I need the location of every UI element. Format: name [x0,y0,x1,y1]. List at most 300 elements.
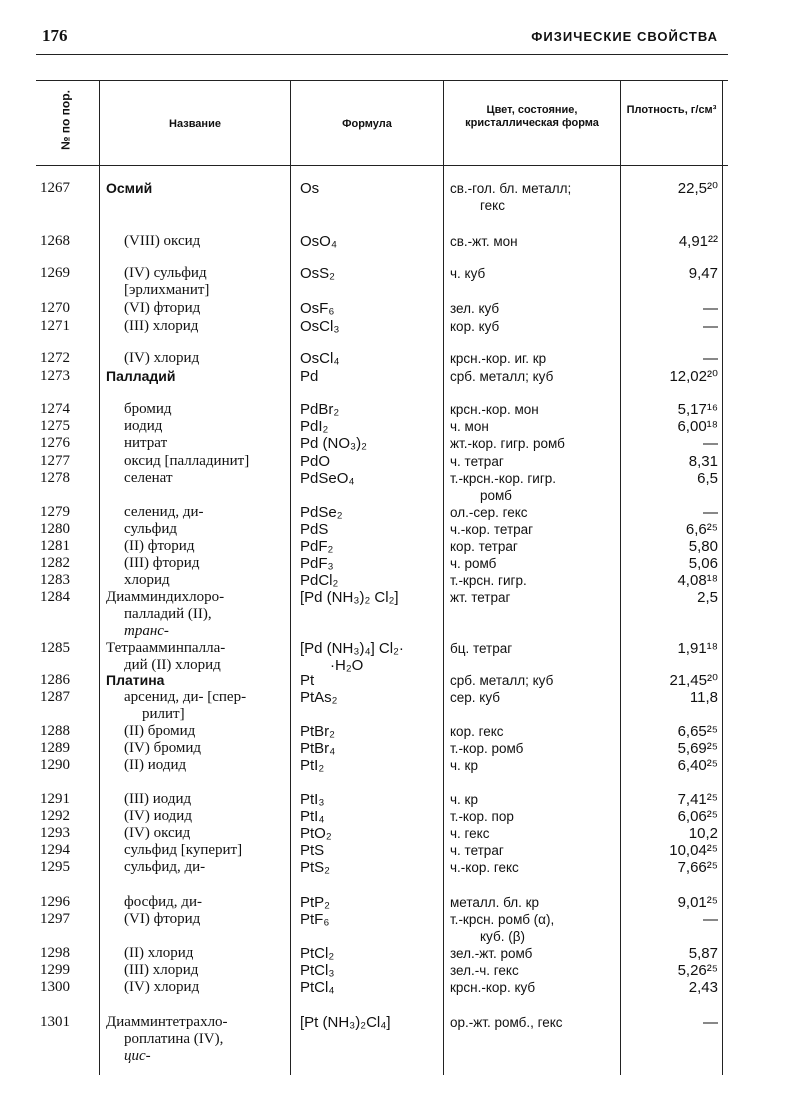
compound-name-line: дий (II) хлорид [124,657,221,673]
row-number: 1287 [40,689,70,705]
formula [300,808,440,825]
color-state [450,180,618,214]
column-header-density: Плотность, г/см³ [626,104,717,116]
formula-line: [Pd (NH₃)₂ Cl₂] [300,589,399,606]
formula [300,521,440,538]
compound-name [106,504,306,521]
density-value: — [703,1014,718,1031]
column-divider [620,80,621,1075]
row-number: 1295 [40,859,70,875]
compound-name [106,1014,288,1065]
compound-name-line: [эрлихманит] [124,282,210,298]
formula [300,740,440,757]
formula-line: OsF₆ [300,300,335,317]
compound-name-line: (III) фторид [124,555,200,571]
color-state-line: т.-крсн.-кор. гигр. [450,471,557,486]
formula-line: Pt [300,672,315,689]
density-value: — [703,435,718,452]
color-state-line: ч. кр [450,792,478,807]
compound-name-line: фосфид, ди- [124,894,202,910]
row-number: 1297 [40,911,70,927]
color-state-line: кор. гекс [450,724,504,739]
formula-line: [Pd (NH₃)₄] Cl₂· [300,640,404,657]
compound-name-line: (II) иодид [124,757,187,773]
color-state [450,453,618,470]
compound-name [106,233,306,250]
formula-line: PtI₂ [300,757,325,774]
density-value: 7,41²⁵ [677,791,718,808]
density-value: — [703,318,718,335]
compound-name-line: (IV) иодид [124,808,192,824]
row-number: 1273 [40,368,70,384]
color-state [450,555,618,572]
color-state [450,808,618,825]
formula [300,470,440,487]
formula-line: PtP₂ [300,894,330,911]
density-value: 10,2 [688,825,718,842]
formula [300,350,440,367]
compound-name-line: (II) фторид [124,538,195,554]
density-value: 6,06²⁵ [677,808,718,825]
compound-name-line: (VIII) оксид [124,233,201,249]
color-state [450,300,618,317]
compound-name [106,418,306,435]
compound-name [106,689,306,723]
color-state-line: крсн.-кор. мон [450,402,539,417]
compound-name [106,470,306,487]
formula [300,842,440,859]
color-state-line: ч. тетраг [450,843,504,858]
compound-name-line: (III) хлорид [124,962,199,978]
color-state [450,233,618,250]
compound-name-line: (VI) фторид [124,911,201,927]
running-title: ФИЗИЧЕСКИЕ СВОЙСТВА [531,29,718,44]
formula [300,453,440,470]
formula-line: PdCl₂ [300,572,339,589]
formula-line: OsCl₄ [300,350,340,367]
color-state [450,842,618,859]
compound-name-line: рилит] [142,706,185,722]
color-state [450,672,618,689]
color-state-line: ч. тетраг [450,454,504,469]
row-number: 1267 [40,180,70,196]
color-state-line: крсн.-кор. иг. кр [450,351,547,366]
compound-name-line: (II) хлорид [124,945,194,961]
column-header-number: № по пор. [58,90,73,150]
color-state-line: кор. куб [450,319,500,334]
compound-name-line: (IV) хлорид [124,350,200,366]
compound-name [106,538,306,555]
formula [300,538,440,555]
color-state-line: св.-гол. бл. металл; [450,181,572,196]
color-state [450,589,618,606]
color-state [450,470,618,504]
formula [300,401,440,418]
formula-line: PtBr₄ [300,740,336,757]
color-state-line: т.-крсн. ромб (α), [450,912,555,927]
compound-name-line: (III) хлорид [124,318,199,334]
color-state-line: т.-кор. пор [450,809,514,824]
color-state-line: т.-кор. ромб [450,741,524,756]
density-value: 10,04²⁵ [669,842,718,859]
color-state-line: зел. куб [450,301,500,316]
compound-name-line: цис- [124,1048,151,1064]
color-state [450,1014,618,1031]
compound-name-line: иодид [124,418,163,434]
row-number: 1284 [40,589,70,605]
density-value: 12,02²⁰ [669,368,718,385]
formula-line: PtS [300,842,325,859]
color-state-line: ол.-сер. гекс [450,505,528,520]
color-state [450,962,618,979]
row-number: 1281 [40,538,70,554]
formula-line: [Pt (NH₃)₂Cl₄] [300,1014,391,1031]
color-state-line: металл. бл. кр [450,895,540,910]
color-state-line: ч.-кор. тетраг [450,522,534,537]
color-state-line: ч. кр [450,758,478,773]
color-state [450,640,618,657]
density-value: 6,65²⁵ [677,723,718,740]
compound-name [106,894,306,911]
compound-name [106,300,306,317]
row-number: 1291 [40,791,70,807]
color-state-line: ч. мон [450,419,489,434]
color-state-line: крсн.-кор. куб [450,980,536,995]
compound-name-line: Диамминдихлоро- [106,589,225,605]
formula [300,504,440,521]
compound-name-line: (II) бромид [124,723,196,739]
density-value: 5,69²⁵ [677,740,718,757]
compound-name-line: сульфид [куперит] [124,842,243,858]
compound-name-line: сульфид [124,521,178,537]
header-bottom-rule [36,165,728,166]
color-state [450,894,618,911]
formula [300,233,440,250]
color-state-line: срб. металл; куб [450,369,554,384]
row-number: 1301 [40,1014,70,1030]
formula [300,640,440,674]
formula-line: PdSe₂ [300,504,343,521]
compound-name [106,979,306,996]
compound-name-line: транс- [124,623,169,639]
formula-line: PtCl₃ [300,962,335,979]
compound-name-line: оксид [палладинит] [124,453,250,469]
page-number: 176 [42,26,68,45]
compound-name [106,842,306,859]
formula [300,300,440,317]
formula [300,672,440,689]
formula [300,555,440,572]
row-number: 1272 [40,350,70,366]
color-state [450,368,618,385]
column-header-color: Цвет, состояние, кристаллическая форма [465,104,599,129]
compound-name [106,757,306,774]
color-state-line: ор.-жт. ромб., гекс [450,1015,563,1030]
formula [300,979,440,996]
row-number: 1276 [40,435,70,451]
density-value: 2,43 [688,979,718,996]
formula [300,318,440,335]
row-number: 1271 [40,318,70,334]
color-state-line: жт. тетраг [450,590,511,605]
color-state [450,825,618,842]
row-number: 1283 [40,572,70,588]
column-divider [443,80,444,1075]
formula [300,859,440,876]
compound-name [106,791,306,808]
density-value: 8,31 [688,453,718,470]
compound-name-line: (III) иодид [124,791,192,807]
compound-name-line: палладий (II), [124,606,212,622]
density-value: 2,5 [697,589,718,606]
row-number: 1275 [40,418,70,434]
density-value: 22,5²⁰ [677,180,718,197]
compound-name [106,401,306,418]
compound-name-line: Платина [106,672,165,688]
formula-line: PdBr₂ [300,401,340,418]
compound-name [106,350,306,367]
formula-line: PdF₃ [300,555,334,572]
formula-line: OsS₂ [300,265,335,282]
density-value: — [703,911,718,928]
density-value: 6,6²⁵ [685,521,718,538]
compound-name [106,180,288,197]
color-state-line: ч.-кор. гекс [450,860,519,875]
formula [300,1014,440,1031]
compound-name-line: хлорид [124,572,170,588]
color-state [450,435,618,452]
density-value: — [703,300,718,317]
compound-name-line: нитрат [124,435,168,451]
compound-name [106,672,288,689]
formula [300,265,440,282]
formula [300,757,440,774]
color-state [450,538,618,555]
color-state-line: т.-крсн. гигр. [450,573,527,588]
row-number: 1268 [40,233,70,249]
compound-name-line: сульфид, ди- [124,859,206,875]
color-state [450,911,618,945]
row-number: 1279 [40,504,70,520]
compound-name [106,962,306,979]
color-state-line: куб. (β) [480,929,525,944]
formula [300,435,440,452]
color-state-line: св.-жт. мон [450,234,518,249]
color-state [450,265,618,282]
formula-line: PtS₂ [300,859,330,876]
formula [300,589,440,606]
color-state [450,401,618,418]
formula [300,894,440,911]
compound-name [106,808,306,825]
formula-line: PdI₂ [300,418,329,435]
formula-line: ·H₂O [330,657,364,674]
color-state [450,689,618,706]
color-state [450,572,618,589]
row-number: 1270 [40,300,70,316]
formula [300,689,440,706]
row-number: 1269 [40,265,70,281]
row-number: 1300 [40,979,70,995]
formula-line: PtI₃ [300,791,325,808]
formula-line: PtAs₂ [300,689,338,706]
row-number: 1282 [40,555,70,571]
formula [300,825,440,842]
row-number: 1290 [40,757,70,773]
density-value: 21,45²⁰ [669,672,718,689]
color-state-line: срб. металл; куб [450,673,554,688]
density-value: 5,80 [688,538,718,555]
formula [300,962,440,979]
compound-name [106,589,288,640]
color-state [450,791,618,808]
formula [300,418,440,435]
density-value: 7,66²⁵ [677,859,718,876]
formula-line: Pd (NO₃)₂ [300,435,367,452]
compound-name-line: Осмий [106,180,153,196]
color-state [450,418,618,435]
color-state-line: жт.-кор. гигр. ромб [450,436,565,451]
density-value: — [703,350,718,367]
row-number: 1293 [40,825,70,841]
color-state-line: гекс [480,198,505,213]
row-number: 1296 [40,894,70,910]
compound-name [106,740,306,757]
row-number: 1292 [40,808,70,824]
formula [300,911,440,928]
compound-name [106,911,306,928]
density-value: 6,5 [697,470,718,487]
column-divider [99,80,100,1075]
density-value: 5,17¹⁶ [677,401,718,418]
row-number: 1288 [40,723,70,739]
compound-name-line: (IV) хлорид [124,979,200,995]
formula-line: OsCl₃ [300,318,340,335]
row-number: 1274 [40,401,70,417]
formula [300,723,440,740]
formula-line: PtCl₂ [300,945,335,962]
color-state [450,979,618,996]
formula-line: PdS [300,521,329,538]
color-state [450,504,618,521]
compound-name-line: Палладий [106,368,176,384]
formula [300,180,440,197]
row-number: 1277 [40,453,70,469]
formula-line: Pd [300,368,319,385]
density-value: 6,40²⁵ [677,757,718,774]
density-value: 6,00¹⁸ [677,418,718,435]
formula-line: PtI₄ [300,808,325,825]
formula [300,368,440,385]
color-state-line: бц. тетраг [450,641,513,656]
row-number: 1285 [40,640,70,656]
color-state-line: ч. гекс [450,826,490,841]
formula-line: PdSeO₄ [300,470,355,487]
color-state [450,740,618,757]
compound-name [106,572,306,589]
density-value: 5,26²⁵ [677,962,718,979]
row-number: 1299 [40,962,70,978]
compound-name-line: (IV) бромид [124,740,202,756]
compound-name-line: арсенид, ди- [спер- [124,689,247,705]
compound-name-line: селенид, ди- [124,504,204,520]
formula [300,791,440,808]
compound-name [106,945,306,962]
formula-line: PdO [300,453,331,470]
compound-name-line: селенат [124,470,173,486]
top-rule [36,54,728,55]
compound-name [106,265,306,299]
formula [300,945,440,962]
row-number: 1278 [40,470,70,486]
density-value: 9,47 [688,265,718,282]
density-value: 9,01²⁵ [677,894,718,911]
row-number: 1298 [40,945,70,961]
color-state-line: зел.-ч. гекс [450,963,519,978]
compound-name-line: бромид [124,401,172,417]
density-value: — [703,504,718,521]
formula-line: PtF₆ [300,911,330,928]
compound-name-line: (VI) фторид [124,300,201,316]
color-state-line: ромб [480,488,512,503]
compound-name [106,825,306,842]
density-value: 4,91²² [678,233,718,250]
color-state [450,521,618,538]
column-divider [722,80,723,1075]
color-state [450,318,618,335]
row-number: 1280 [40,521,70,537]
column-header-name: Название [169,118,221,130]
formula-line: PtCl₄ [300,979,335,996]
compound-name [106,723,306,740]
table-top-rule [36,80,728,81]
row-number: 1294 [40,842,70,858]
density-value: 5,06 [688,555,718,572]
color-state-line: кор. тетраг [450,539,518,554]
color-state-line: зел.-жт. ромб [450,946,533,961]
color-state-line: ч. ромб [450,556,497,571]
compound-name [106,859,306,876]
compound-name-line: (IV) сульфид [124,265,207,281]
compound-name [106,555,306,572]
compound-name [106,453,306,470]
column-header-formula: Формула [342,118,392,130]
compound-name-line: (IV) оксид [124,825,191,841]
compound-name [106,368,288,385]
row-number: 1289 [40,740,70,756]
color-state [450,350,618,367]
density-value: 5,87 [688,945,718,962]
compound-name-line: роплатина (IV), [124,1031,224,1047]
formula [300,572,440,589]
compound-name [106,521,306,538]
density-value: 4,08¹⁸ [677,572,718,589]
row-number: 1286 [40,672,70,688]
formula-line: PtO₂ [300,825,332,842]
color-state [450,723,618,740]
formula-line: PdF₂ [300,538,334,555]
formula-line: OsO₄ [300,233,337,250]
color-state [450,859,618,876]
formula-line: Os [300,180,320,197]
color-state-line: ч. куб [450,266,486,281]
density-value: 11,8 [689,689,718,706]
compound-name [106,640,288,674]
compound-name [106,318,306,335]
density-value: 1,91¹⁸ [677,640,718,657]
formula-line: PtBr₂ [300,723,335,740]
color-state-line: сер. куб [450,690,500,705]
